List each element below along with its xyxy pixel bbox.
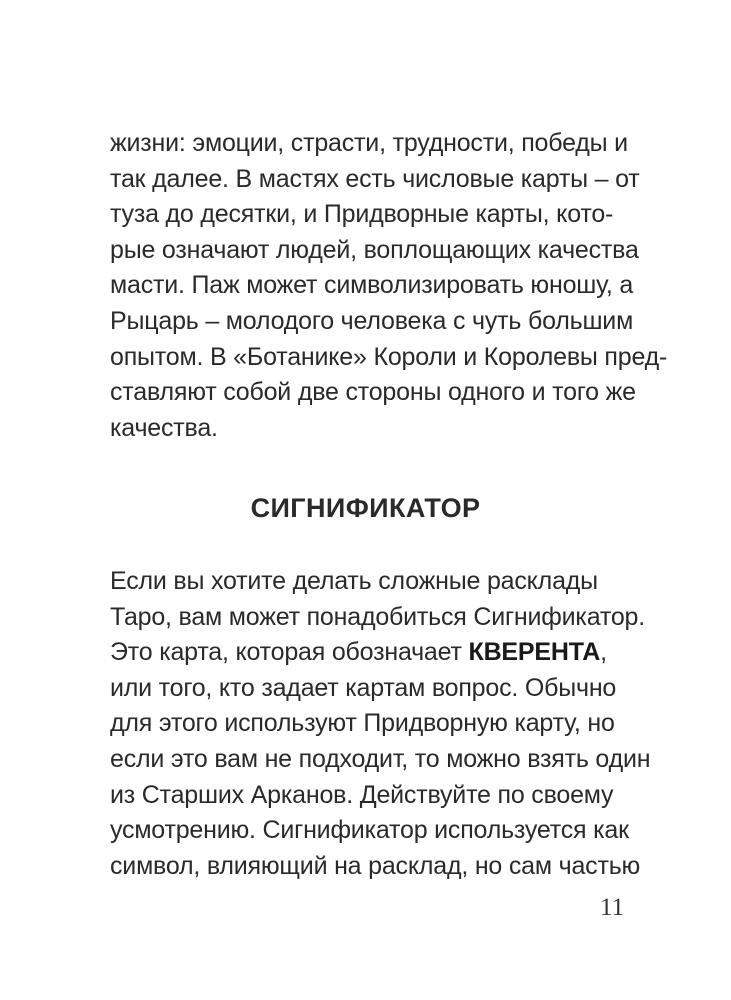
glossary-term-querent: КВЕРЕНТА (468, 638, 601, 667)
text-line: Таро, вам может понадобиться Сигнификатор. (110, 602, 645, 631)
text-line: Рыцарь – молодого человека с чуть большим (110, 306, 634, 335)
text-line: туза до десятки, и Придворные карты, кото- (110, 200, 614, 229)
text-line: для этого используют Придворную карту, но (110, 709, 615, 738)
text-line: ставляют собой две стороны одного и того же (110, 378, 636, 407)
text-segment: , (600, 638, 607, 667)
paragraph-suits (110, 126, 668, 446)
text-line-with-term (110, 635, 630, 671)
paragraph-significator (110, 564, 651, 884)
text-line: качества. (110, 413, 218, 442)
text-line: усмотрению. Сигнификатор используется как (110, 816, 629, 845)
text-line: так далее. В мастях есть числовые карты – от (110, 164, 640, 193)
text-line: из Старших Арканов. Действуйте по своему (110, 780, 614, 809)
text-line: если это вам не подходит, то можно взять один (110, 744, 651, 773)
page-number: 11 (600, 894, 625, 921)
text-line: Если вы хотите делать сложные расклады (110, 567, 598, 595)
text-line: или того, кто задает картам вопрос. Обычно (110, 673, 617, 702)
text-segment: Это карта, которая обозначает (110, 638, 469, 667)
text-line: масти. Паж может символизировать юношу, а (110, 271, 634, 300)
text-line: символ, влияющий на расклад, но сам частью (110, 851, 641, 880)
text-line: рые означают людей, воплощающих качества (110, 235, 639, 264)
text-line: опытом. В «Ботанике» Короли и Королевы пред- (110, 342, 668, 371)
section-heading: СИГНИФИКАТОР (250, 493, 481, 523)
text-line: жизни: эмоции, страсти, трудности, победы и (110, 129, 628, 157)
